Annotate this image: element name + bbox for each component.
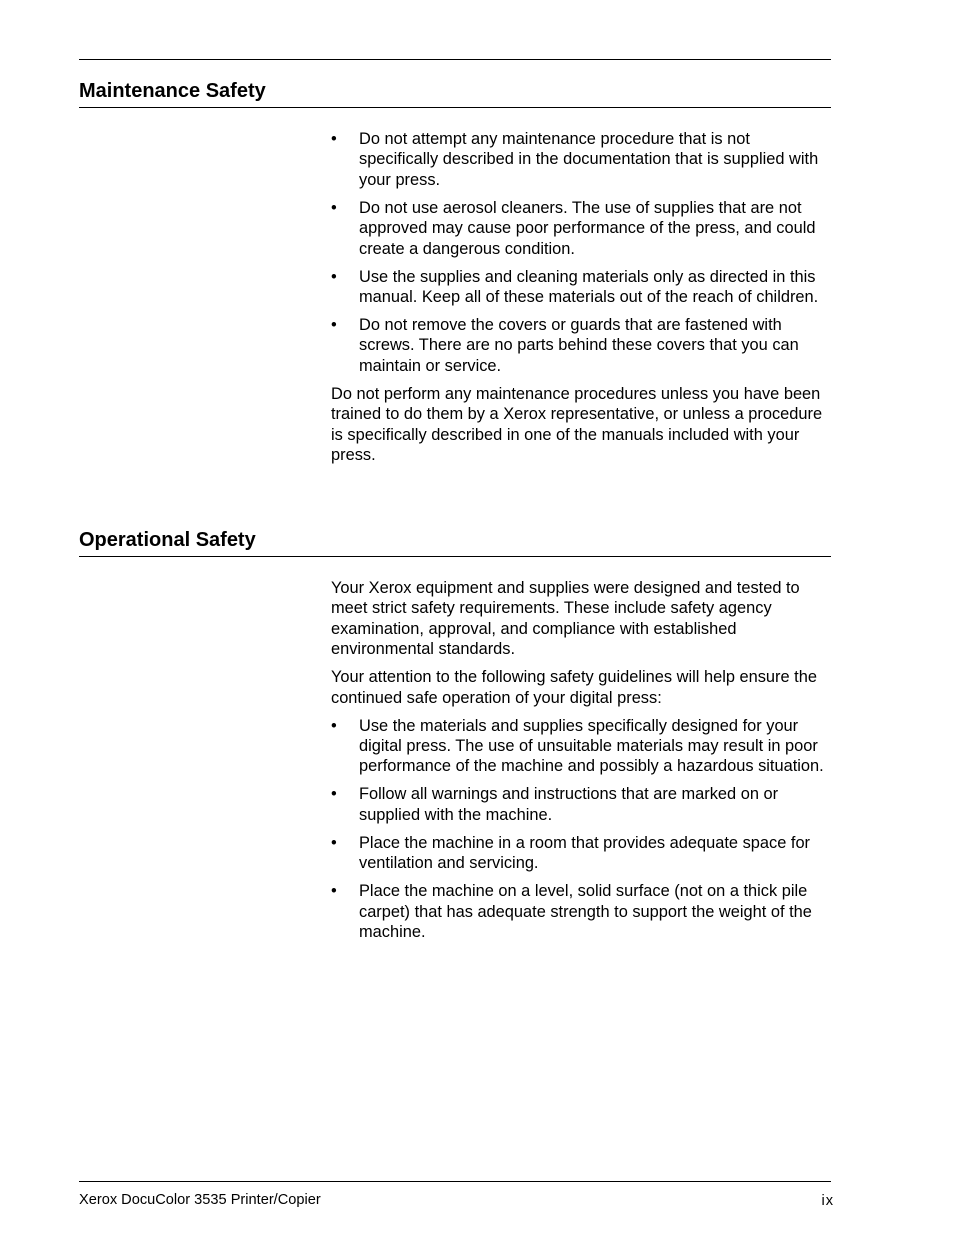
bullet-marker: •: [331, 785, 337, 804]
list-item: [331, 833, 831, 874]
list-item: [331, 881, 831, 942]
list-item: [331, 784, 831, 825]
bullet-marker: •: [331, 882, 337, 901]
top-rule: [79, 59, 831, 60]
list-item: [331, 315, 831, 376]
list-item-text: Use the supplies and cleaning materials only as directed in this manual. Keep all of these materials out of the reach of children.: [359, 267, 819, 307]
bullet-marker: •: [331, 833, 337, 852]
bullet-marker: •: [331, 267, 337, 286]
operational-intro-paragraph: Your Xerox equipment and supplies were designed and tested to meet strict safety requirements. These include safety agency examination, approval, and compliance with established environmental standards.: [331, 579, 800, 659]
maintenance-bullet-list: [331, 129, 831, 376]
list-item: [331, 267, 831, 308]
operational-bullet-list: [331, 716, 831, 943]
list-item: [331, 716, 831, 777]
list-item-text: Place the machine in a room that provides adequate space for ventilation and servicing.: [359, 833, 811, 873]
bullet-marker: •: [331, 130, 337, 148]
list-item-text: Place the machine on a level, solid surface (not on a thick pile carpet) that has adequate strength to support the weight of the machine.: [359, 882, 812, 942]
footer-product-name: Xerox DocuColor 3535 Printer/Copier: [79, 1192, 321, 1208]
list-item-text: Follow all warnings and instructions that are marked on or supplied with the machine.: [359, 785, 779, 824]
maintenance-safety-heading: Maintenance Safety: [79, 80, 266, 102]
list-item-text: Do not remove the covers or guards that are fastened with screws. There are no parts behind these covers that you can maintain or service.: [359, 316, 799, 375]
list-item-text: Do not attempt any maintenance procedure that is not specifically described in the documentation that is supplied with your press.: [359, 130, 819, 189]
footer-rule: [79, 1181, 831, 1182]
operational-heading-rule: [79, 556, 831, 557]
list-item-text: Do not use aerosol cleaners. The use of supplies that are not approved may cause poor performance of the press, and could create a dangerous condition.: [359, 198, 816, 258]
operational-guidelines-paragraph: Your attention to the following safety guidelines will help ensure the continued safe operation of your digital press:: [331, 668, 817, 707]
bullet-marker: •: [331, 198, 337, 217]
list-item: [331, 129, 831, 190]
bullet-marker: •: [331, 716, 337, 735]
footer-page-number: ix: [821, 1193, 834, 1209]
list-item-text: Use the materials and supplies specifically designed for your digital press. The use of unsuitable materials may result in poor performance of the machine and possibly a hazardous situation.: [359, 716, 824, 776]
operational-safety-body: [331, 578, 831, 950]
bullet-marker: •: [331, 316, 337, 335]
maintenance-closing-paragraph: Do not perform any maintenance procedures unless you have been trained to do them by a Xerox representative, or unless a procedure is specifically described in one of the manuals included with your press.: [331, 384, 823, 465]
operational-safety-heading: Operational Safety: [79, 529, 256, 551]
list-item: [331, 198, 831, 259]
maintenance-heading-rule: [79, 107, 831, 108]
maintenance-safety-body: [331, 129, 831, 473]
